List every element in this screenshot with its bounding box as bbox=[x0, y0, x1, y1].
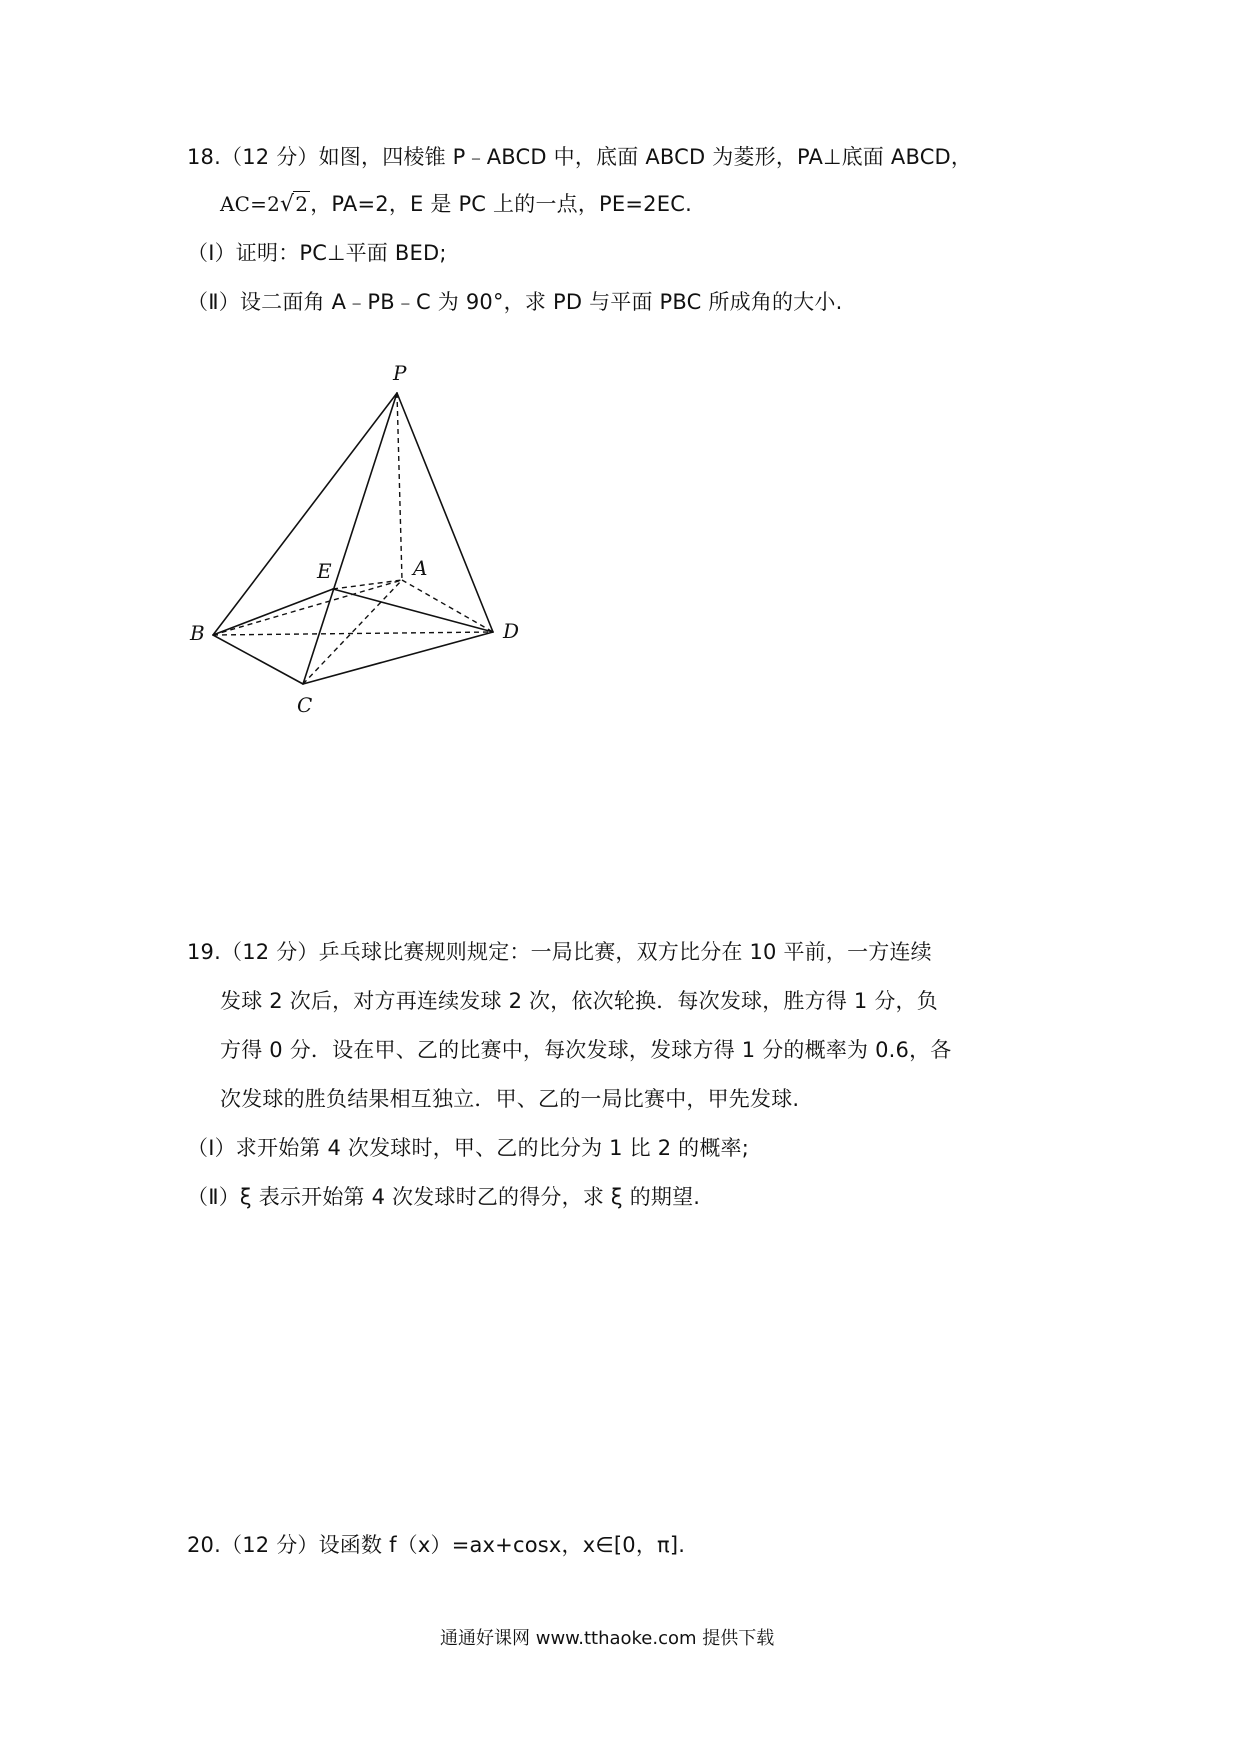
sqrt-symbol: √ bbox=[280, 192, 295, 217]
problem-19-part-2: （Ⅱ）ξ 表示开始第 4 次发球时乙的得分，求 ξ 的期望. bbox=[187, 1185, 701, 1209]
page-footer: 通通好课网 www.tthaoke.com 提供下载 bbox=[440, 1628, 775, 1649]
edge-EA bbox=[333, 580, 402, 589]
ac-expression: AC=2 bbox=[220, 192, 281, 216]
edge-BD bbox=[213, 632, 493, 635]
vertex-label-B: B bbox=[190, 621, 205, 645]
problem-18-header: 18.（12 分）如图，四棱锥 P﹣ABCD 中，底面 ABCD 为菱形，PA⊥底面 ABCD， bbox=[187, 145, 973, 169]
problem-19-header: 19.（12 分）乒乓球比赛规则规定：一局比赛，双方比分在 10 平前，一方连续 bbox=[187, 940, 932, 964]
vertex-label-D: D bbox=[503, 619, 520, 643]
vertex-label-E: E bbox=[317, 559, 332, 583]
vertex-label-P: P bbox=[393, 361, 407, 385]
sqrt-argument: 2 bbox=[295, 192, 309, 216]
edge-CD bbox=[303, 632, 493, 684]
edge-PA bbox=[397, 393, 402, 580]
problem-19-part-1: （Ⅰ）求开始第 4 次发球时，甲、乙的比分为 1 比 2 的概率; bbox=[187, 1136, 750, 1160]
edge-ED bbox=[333, 589, 493, 632]
pyramid-figure bbox=[180, 355, 550, 715]
edge-PC bbox=[303, 393, 397, 684]
problem-19-line-2: 发球 2 次后，对方再连续发球 2 次，依次轮换．每次发球，胜方得 1 分，负 bbox=[220, 989, 938, 1013]
problem-18-part-1: （Ⅰ）证明：PC⊥平面 BED; bbox=[187, 241, 447, 265]
problem-18-line-2 bbox=[220, 189, 692, 220]
problem-20-header: 20.（12 分）设函数 f（x）=ax+cosx，x∈[0，π]. bbox=[187, 1533, 686, 1557]
vertex-label-A: A bbox=[413, 556, 428, 580]
edge-AD bbox=[402, 580, 493, 632]
problem-19-line-4: 次发球的胜负结果相互独立．甲、乙的一局比赛中，甲先发球. bbox=[220, 1087, 800, 1111]
edge-PD bbox=[397, 393, 493, 632]
edge-BA bbox=[213, 580, 402, 635]
edge-BC bbox=[213, 635, 303, 684]
problem-18-line-2-rest: ，PA=2，E 是 PC 上的一点，PE=2EC. bbox=[310, 192, 692, 216]
problem-19-line-3: 方得 0 分．设在甲、乙的比赛中，每次发球，发球方得 1 分的概率为 0.6，各 bbox=[220, 1038, 952, 1062]
vertex-label-C: C bbox=[297, 693, 313, 715]
problem-18-part-2: （Ⅱ）设二面角 A﹣PB﹣C 为 90°，求 PD 与平面 PBC 所成角的大小. bbox=[187, 290, 843, 314]
